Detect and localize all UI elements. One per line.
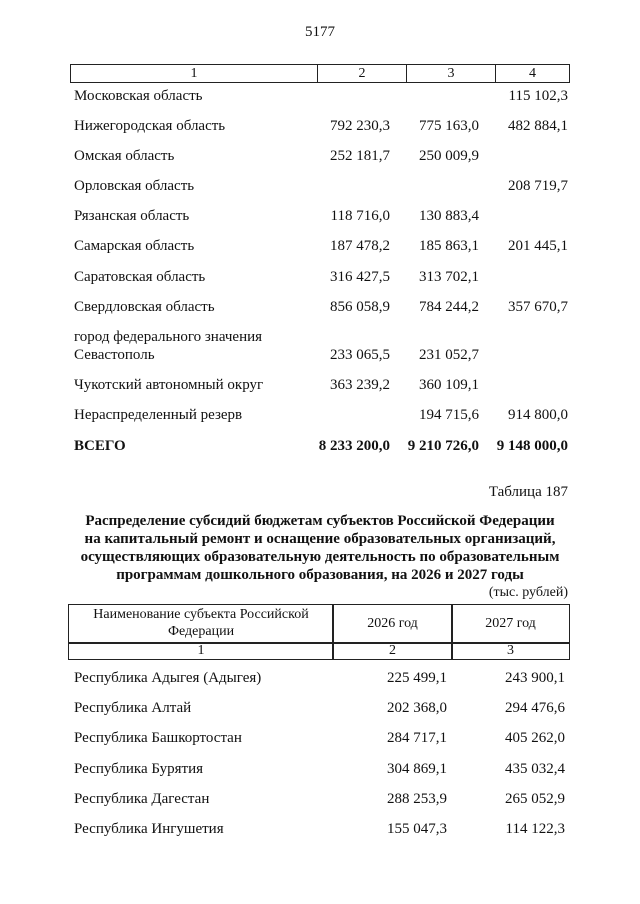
value-col2: 252 181,7 — [330, 148, 390, 164]
region-name: Республика Башкортостан — [74, 730, 242, 746]
region-name: Нижегородская область — [74, 118, 226, 134]
region-name: Республика Бурятия — [74, 761, 204, 777]
header-2026: 2026 год — [367, 616, 418, 631]
value-2026: 284 717,1 — [387, 730, 447, 746]
value-col3: 775 163,0 — [419, 118, 479, 134]
units-label: (тыс. рублей) — [488, 585, 568, 600]
region-name-line1: город федерального значения — [74, 329, 263, 345]
title-line: программам дошкольного образования, на 2026 и 2027 годы — [116, 567, 524, 583]
value-col2: 233 065,5 — [330, 347, 390, 363]
page-number: 5177 — [305, 24, 335, 40]
value-2027: 265 052,9 — [505, 791, 565, 807]
table1-header — [70, 64, 570, 83]
value-col4: 357 670,7 — [508, 299, 568, 315]
title-line: на капитальный ремонт и оснащение образовательных организаций, — [84, 531, 556, 547]
value-col4: 914 800,0 — [508, 407, 568, 423]
value-2027: 114 122,3 — [505, 821, 565, 837]
region-name: Севастополь — [74, 347, 155, 363]
region-name: Московская область — [74, 88, 203, 104]
table2-header — [68, 604, 568, 660]
value-col4: 201 445,1 — [508, 238, 568, 254]
region-name: Республика Алтай — [74, 700, 192, 716]
value-2026: 155 047,3 — [387, 821, 447, 837]
value-col4: 482 884,1 — [508, 118, 568, 134]
table-title — [60, 512, 580, 584]
region-name: Орловская область — [74, 178, 195, 194]
table1-header-col1: 1 — [190, 66, 198, 81]
value-col3: 784 244,2 — [419, 299, 479, 315]
table1-header-col3: 3 — [447, 66, 455, 81]
total-col2: 8 233 200,0 — [318, 438, 390, 454]
total-col4: 9 148 000,0 — [496, 438, 568, 454]
value-2027: 243 900,1 — [505, 670, 565, 686]
value-col3: 194 715,6 — [419, 407, 479, 423]
num-1: 1 — [197, 643, 205, 658]
region-name: Самарская область — [74, 238, 195, 254]
value-col3: 313 702,1 — [419, 269, 479, 285]
region-name: Республика Дагестан — [74, 791, 210, 807]
region-name: Республика Ингушетия — [74, 821, 224, 837]
value-col3: 360 109,1 — [419, 377, 479, 393]
value-col3: 250 009,9 — [419, 148, 479, 164]
value-col2: 118 716,0 — [330, 208, 390, 224]
region-name: Саратовская область — [74, 269, 206, 285]
title-line: осуществляющих образовательную деятельность по образовательным — [80, 549, 560, 565]
region-name: Республика Адыгея (Адыгея) — [74, 670, 262, 686]
value-col4: 208 719,7 — [508, 178, 568, 194]
num-3: 3 — [507, 643, 514, 658]
total-col3: 9 210 726,0 — [407, 438, 479, 454]
value-col3: 231 052,7 — [419, 347, 479, 363]
value-col2: 856 058,9 — [330, 299, 390, 315]
value-2026: 304 869,1 — [387, 761, 447, 777]
value-col2: 792 230,3 — [330, 118, 390, 134]
header-name-line1: Наименование субъекта Российской — [93, 607, 309, 622]
title-line: Распределение субсидий бюджетам субъектов Российской Федерации — [85, 513, 555, 529]
value-col3: 185 863,1 — [419, 238, 479, 254]
value-col4: 115 102,3 — [508, 88, 568, 104]
region-name: Нераспределенный резерв — [74, 407, 243, 423]
value-col3: 130 883,4 — [419, 208, 479, 224]
num-2: 2 — [389, 643, 396, 658]
value-2026: 202 368,0 — [387, 700, 447, 716]
value-2026: 288 253,9 — [387, 791, 447, 807]
table1-header-col4: 4 — [529, 66, 536, 81]
region-name: Чукотский автономный округ — [74, 377, 264, 393]
region-name: Рязанская область — [74, 208, 190, 224]
value-col2: 316 427,5 — [330, 269, 390, 285]
region-name: Омская область — [74, 148, 175, 164]
value-col2: 187 478,2 — [330, 238, 390, 254]
table1-header-col2: 2 — [358, 66, 366, 81]
total-label: ВСЕГО — [74, 438, 126, 454]
region-name: Свердловская область — [74, 299, 215, 315]
value-2027: 294 476,6 — [505, 700, 565, 716]
value-2027: 435 032,4 — [505, 761, 565, 777]
table-label: Таблица 187 — [488, 484, 568, 500]
value-2026: 225 499,1 — [387, 670, 447, 686]
value-col2: 363 239,2 — [330, 377, 390, 393]
header-2027: 2027 год — [485, 616, 536, 631]
value-2027: 405 262,0 — [505, 730, 565, 746]
header-name-line2: Федерации — [167, 624, 235, 639]
